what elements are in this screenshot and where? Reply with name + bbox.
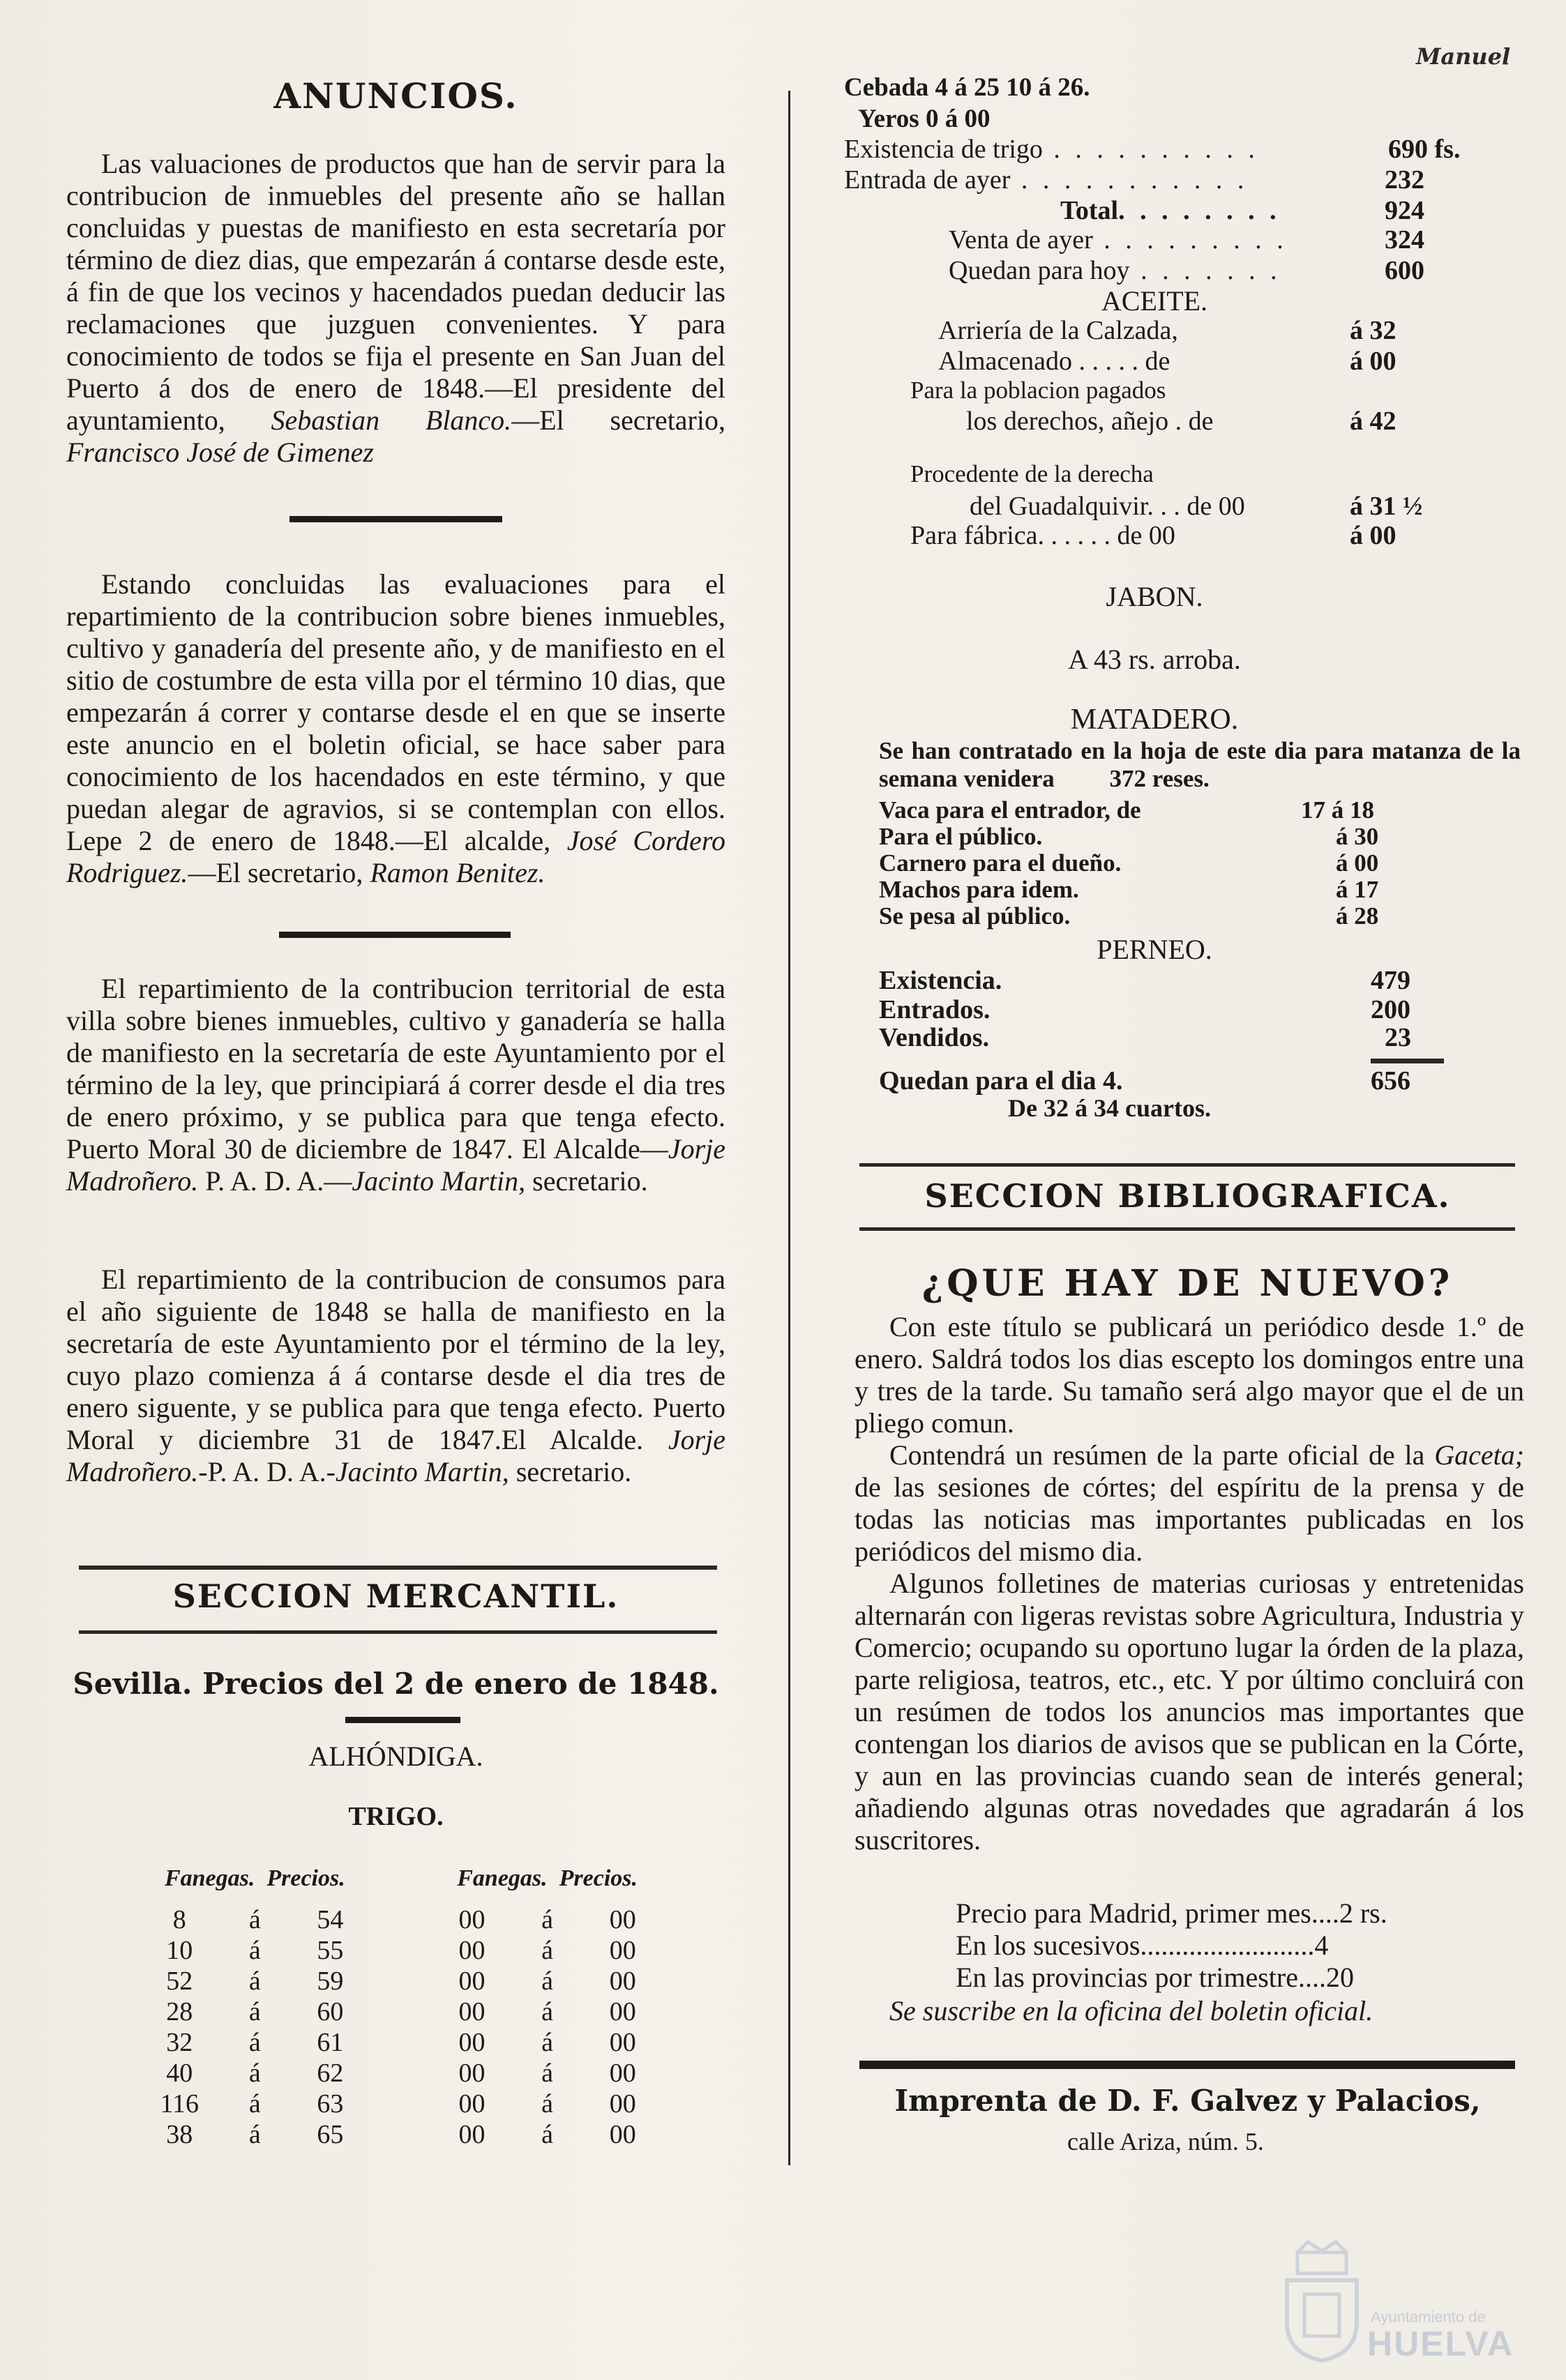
signatory-role: —El secretario,	[188, 857, 363, 888]
perneo-heading: PERNEO.	[1097, 934, 1212, 965]
gap-cell	[374, 1996, 429, 2027]
announcement-2-text: Estando concluidas las evaluaciones para el repartimiento de la contribucion sobre bienes inmuebles, cultivo y ganadería del presente año, y de manifiesto en el sitio de costumbre de esta villa por el término 10 dias, que empezarán á correr y contarse desde el en que se inserte este anuncio en el boletin oficial, se hace saber para conocimiento de los hacendados en este término, y que puedan alegar de agravios, si se contemplan con ellos. Lepe 2 de enero de 1848.—El alcalde,	[66, 568, 725, 856]
signatory-name: Jorje Madroñero.	[66, 1424, 725, 1487]
table-row	[136, 2058, 666, 2089]
signatory-role: P. A. D. A.—	[198, 1165, 352, 1197]
signatory-name: Francisco José de Gimenez	[66, 437, 374, 468]
section-rule-top	[79, 1566, 717, 1570]
imprint-rule	[859, 2061, 1515, 2069]
signatory-name: Ramon Benitez.	[370, 857, 545, 888]
sep-cell: á	[541, 2059, 554, 2088]
entrados-value: 200	[1371, 995, 1410, 1024]
sep-cell: á	[541, 2120, 554, 2149]
precio-cell: 00	[609, 1966, 636, 1996]
signatory-name: José Cordero Rodriguez.	[66, 825, 725, 888]
precio-cell: 00	[609, 1997, 636, 2026]
signatory-role: —El secretario,	[511, 404, 725, 436]
precio-cell: 61	[317, 2028, 344, 2057]
arrieria-label: Arriería de la Calzada,	[938, 316, 1178, 345]
entrada-value: 232	[1385, 165, 1424, 195]
signatory-name: Sebastian Blanco.	[271, 404, 512, 436]
jabon-price: A 43 rs. arroba.	[1068, 644, 1241, 675]
sep-cell: á	[248, 1905, 261, 1934]
price-rows	[136, 1904, 666, 2150]
sep-cell: á	[541, 1966, 554, 1996]
sep-cell: á	[248, 2028, 261, 2057]
corner-handwritten-note: Manuel	[1416, 43, 1511, 70]
table-row	[136, 1966, 666, 1996]
pesa-label: Se pesa al público.	[879, 902, 1071, 930]
signatory-role: secretario.	[509, 1456, 632, 1487]
separator-rule	[279, 932, 511, 938]
sep-cell: á	[541, 1997, 554, 2026]
biblio-paragraph-3: Algunos folletines de materias curiosas y entretenidas alternarán con ligeras revistas sobre Agricultura, Industria y Comercio; ocupando su oportuno lugar la órden de la plaza, parte religiosa, teatros, etc., etc. Y por último concluirá con un resúmen de todos los anuncios mas importantes que contengan los diarios de avisos que se publican en la Córte, y aun en las provincias cuando sean de interés general; añadiendo algunas otras novedades que agradarán á los suscritores.	[854, 1568, 1524, 1856]
procedente-label-2: del Guadalquivir. . . de 00	[970, 492, 1245, 521]
table-row	[136, 2027, 666, 2058]
col-precios: Precios.	[266, 1865, 345, 1891]
precio-cell: 55	[317, 1936, 344, 1965]
section-rule-bottom	[79, 1630, 717, 1634]
mercantil-heading: SECCION MERCANTIL.	[172, 1577, 619, 1615]
calle-line: calle Ariza, núm. 5.	[1067, 2128, 1264, 2155]
trigo-heading: TRIGO.	[348, 1802, 444, 1831]
arrieria-value: á 32	[1350, 316, 1396, 345]
machos-value: á 17	[1336, 876, 1379, 903]
fanegas-cell: 00	[458, 1966, 485, 1996]
table-row	[136, 2089, 666, 2119]
venta-value: 324	[1385, 225, 1424, 255]
precio-madrid: Precio para Madrid, primer mes....2 rs.	[956, 1897, 1387, 1929]
sum-rule	[1371, 1059, 1444, 1063]
sevilla-prices-title: Sevilla. Precios del 2 de enero de 1848.	[73, 1667, 719, 1701]
gap-cell	[374, 2058, 429, 2089]
vaca-label: Vaca para el entrador, de	[879, 796, 1141, 824]
sep-cell: á	[541, 2028, 554, 2057]
sep-cell: á	[248, 1966, 261, 1996]
total-value: 924	[1385, 196, 1424, 225]
yeros-line: Yeros 0 á 00	[858, 105, 991, 133]
precio-sucesivos: En los sucesivos.........................4	[956, 1930, 1329, 1961]
col-precios: Precios.	[559, 1865, 638, 1891]
announcement-3-text: El repartimiento de la contribucion territorial de esta villa sobre bienes inmuebles, cultivo y ganadería se halla de manifiesto en la secretaría de este Ayuntamiento por el término de la ley, que principiará á correr desde el dia tres de enero próximo, y se publica para que tenga efecto. Puerto Moral 30 de diciembre de 1847. El Alcalde—	[66, 973, 725, 1165]
table-row	[136, 1904, 666, 1935]
quedan-value: 600	[1385, 256, 1424, 285]
precio-cell: 62	[317, 2059, 344, 2088]
precio-cell: 00	[609, 2059, 636, 2088]
fanegas-cell: 8	[172, 1905, 186, 1934]
gap-cell	[374, 1966, 429, 1996]
signatory-name: Jorje Madroñero.	[66, 1133, 725, 1197]
poblacion-label-1: Para la poblacion pagados	[910, 377, 1166, 404]
precio-cell: 00	[609, 2089, 636, 2118]
fanegas-cell: 00	[458, 2120, 485, 2149]
poblacion-value: á 42	[1350, 407, 1396, 436]
announcement-4-text: El repartimiento de la contribucion de consumos para el año siguiente de 1848 se halla de manifiesto en la secretaría de este Ayuntamiento por el término de la ley, cuyo plazo comienza á á contarse desde el dia tres de enero siguente, y se publica para que tenga efecto. Puerto Moral y diciembre 31 de 1847.El Alcalde.	[66, 1264, 725, 1455]
fabrica-value: á 00	[1350, 521, 1396, 550]
section-rule-top	[859, 1163, 1515, 1167]
crest-icon	[1277, 2238, 1367, 2364]
total-label: Total. . . . . . . .	[1060, 196, 1281, 225]
sep-cell: á	[248, 2059, 261, 2088]
bibliografica-heading: SECCION BIBLIOGRAFICA.	[924, 1177, 1451, 1215]
procedente-label-1: Procedente de la derecha	[910, 460, 1154, 487]
existencia-trigo-label: Existencia de trigo . . . . . . . . . .	[844, 135, 1259, 164]
fanegas-cell: 00	[458, 1997, 485, 2026]
entrados-label: Entrados.	[879, 995, 991, 1024]
matadero-heading: MATADERO.	[1070, 704, 1239, 736]
quehay-title: ¿QUE HAY DE NUEVO?	[921, 1262, 1454, 1305]
fanegas-cell: 40	[166, 2059, 193, 2088]
fabrica-label: Para fábrica. . . . . . de 00	[910, 521, 1175, 550]
precio-cell: 59	[317, 1966, 344, 1996]
sep-cell: á	[541, 2089, 554, 2118]
sep-cell: á	[541, 1936, 554, 1965]
fanegas-cell: 28	[166, 1997, 193, 2026]
almacenado-label: Almacenado . . . . . de	[938, 347, 1170, 376]
precio-cell: 00	[609, 1936, 636, 1965]
fanegas-cell: 00	[458, 2028, 485, 2057]
biblio-paragraph-2: Contendrá un resúmen de la parte oficial de la Gaceta; de las sesiones de córtes; del espíritu de la prensa y de todas las noticias mas importantes publicadas en los periódicos del mismo dia.	[854, 1439, 1525, 1567]
table-row	[136, 1935, 666, 1966]
gap-cell	[374, 2027, 429, 2058]
quedan-label: Quedan para hoy . . . . . . .	[949, 256, 1281, 285]
gap-cell	[374, 1904, 429, 1935]
existencia-label: Existencia.	[879, 966, 1002, 995]
existencia-value: 479	[1371, 966, 1410, 995]
sep-cell: á	[248, 2120, 261, 2149]
col-fanegas: Fanegas.	[457, 1865, 548, 1891]
imprenta-line: Imprenta de D. F. Galvez y Palacios,	[894, 2084, 1481, 2118]
jabon-heading: JABON.	[1106, 581, 1203, 612]
existencia-trigo-value: 690 fs.	[1388, 135, 1461, 164]
signatory-name: Jacinto Martin,	[335, 1456, 509, 1487]
fanegas-cell: 38	[166, 2120, 193, 2149]
precio-cell: 00	[609, 1905, 636, 1934]
sep-cell: á	[248, 1997, 261, 2026]
table-row	[136, 1996, 666, 2027]
machos-label: Machos para idem.	[879, 876, 1079, 903]
fanegas-cell: 00	[458, 1905, 485, 1934]
publico-value: á 30	[1336, 823, 1379, 850]
table-row	[136, 2119, 666, 2150]
publico-label: Para el público.	[879, 823, 1043, 850]
fanegas-cell: 116	[160, 2089, 199, 2118]
precio-cell: 60	[317, 1997, 344, 2026]
sep-cell: á	[248, 2089, 261, 2118]
vaca-value: 17 á 18	[1301, 796, 1374, 824]
carnero-label: Carnero para el dueño.	[879, 849, 1122, 877]
announcement-4	[66, 1264, 725, 1488]
almacenado-value: á 00	[1350, 347, 1396, 376]
anuncios-heading: ANUNCIOS.	[273, 75, 518, 116]
sep-cell: á	[541, 1905, 554, 1934]
signatory-name: Jacinto Martin,	[352, 1165, 526, 1197]
gap-cell	[374, 2089, 429, 2119]
signatory-role: secretario.	[525, 1165, 648, 1197]
table-header-row	[136, 1865, 666, 1904]
precio-provincias: En las provincias por trimestre....20	[956, 1962, 1354, 1993]
carnero-value: á 00	[1336, 849, 1379, 877]
fanegas-cell: 32	[166, 2028, 193, 2057]
pesa-value: á 28	[1336, 902, 1379, 930]
col-fanegas: Fanegas.	[164, 1865, 255, 1891]
biblio-paragraph-1: Con este título se publicará un periódico desde 1.º de enero. Saldrá todos los dias escepto los domingos entre una y tres de la tarde. Su tamaño será algo mayor que el de un pliego comun.	[854, 1311, 1524, 1439]
procedente-value: á 31 ½	[1350, 492, 1423, 521]
vendidos-label: Vendidos.	[879, 1023, 990, 1052]
bibliografica-text	[854, 1311, 1524, 1856]
vendidos-value: 23	[1385, 1023, 1411, 1052]
fanegas-cell: 00	[458, 2059, 485, 2088]
alhondiga-heading: ALHÓNDIGA.	[308, 1741, 483, 1772]
matadero-reses: 372 reses.	[1109, 765, 1210, 792]
gap-cell	[374, 1935, 429, 1966]
suscribe-line: Se suscribe en la oficina del boletin oficial.	[889, 1995, 1373, 2026]
separator-rule	[289, 516, 502, 522]
signatory-role: -P. A. D. A.-	[198, 1456, 336, 1487]
quedan-dia-value: 656	[1371, 1066, 1410, 1096]
seal-line-1: Ayuntamiento de	[1371, 2308, 1486, 2326]
precio-cell: 65	[317, 2120, 344, 2149]
announcement-1-text: Las valuaciones de productos que han de servir para la contribucion de inmuebles del presente año se hallan concluidas y puestas de manifiesto en esta secretaría por término de diez dias, que empezarán á contarse desde este, á fin de que los vecinos y hacendados puedan deducir las reclamaciones que juzguen convenientes. Y para conocimiento de todos se fija el presente en San Juan del Puerto á dos de enero de 1848.—El presidente del ayuntamiento,	[66, 148, 725, 436]
cuartos-line: De 32 á 34 cuartos.	[1008, 1094, 1211, 1122]
announcement-1	[66, 148, 725, 469]
gap-cell	[374, 2119, 429, 2150]
trigo-price-table	[136, 1865, 666, 2150]
section-rule-bottom	[859, 1227, 1515, 1231]
separator-rule	[345, 1717, 460, 1723]
precio-cell: 00	[609, 2120, 636, 2149]
announcement-2	[66, 568, 725, 889]
poblacion-label-2: los derechos, añejo . de	[966, 407, 1214, 436]
matadero-intro: Se han contratado en la hoja de este dia para matanza de la semana venidera 372 reses.	[879, 737, 1521, 792]
announcement-3	[66, 973, 725, 1197]
venta-label: Venta de ayer . . . . . . . . .	[949, 225, 1288, 255]
precio-cell: 54	[317, 1905, 344, 1934]
precio-cell: 63	[317, 2089, 344, 2118]
column-divider	[788, 91, 790, 2165]
precio-cell: 00	[609, 2028, 636, 2057]
sep-cell: á	[248, 1936, 261, 1965]
fanegas-cell: 10	[166, 1936, 193, 1965]
aceite-heading: ACEITE.	[1101, 285, 1208, 317]
ayuntamiento-huelva-watermark	[1277, 2238, 1542, 2364]
fanegas-cell: 00	[458, 2089, 485, 2118]
quedan-dia-label: Quedan para el dia 4.	[879, 1066, 1123, 1096]
fanegas-cell: 52	[166, 1966, 193, 1996]
seal-line-2: HUELVA	[1367, 2324, 1514, 2363]
fanegas-cell: 00	[458, 1936, 485, 1965]
entrada-label: Entrada de ayer . . . . . . . . . . .	[844, 165, 1249, 195]
cebada-line: Cebada 4 á 25 10 á 26.	[844, 73, 1090, 102]
